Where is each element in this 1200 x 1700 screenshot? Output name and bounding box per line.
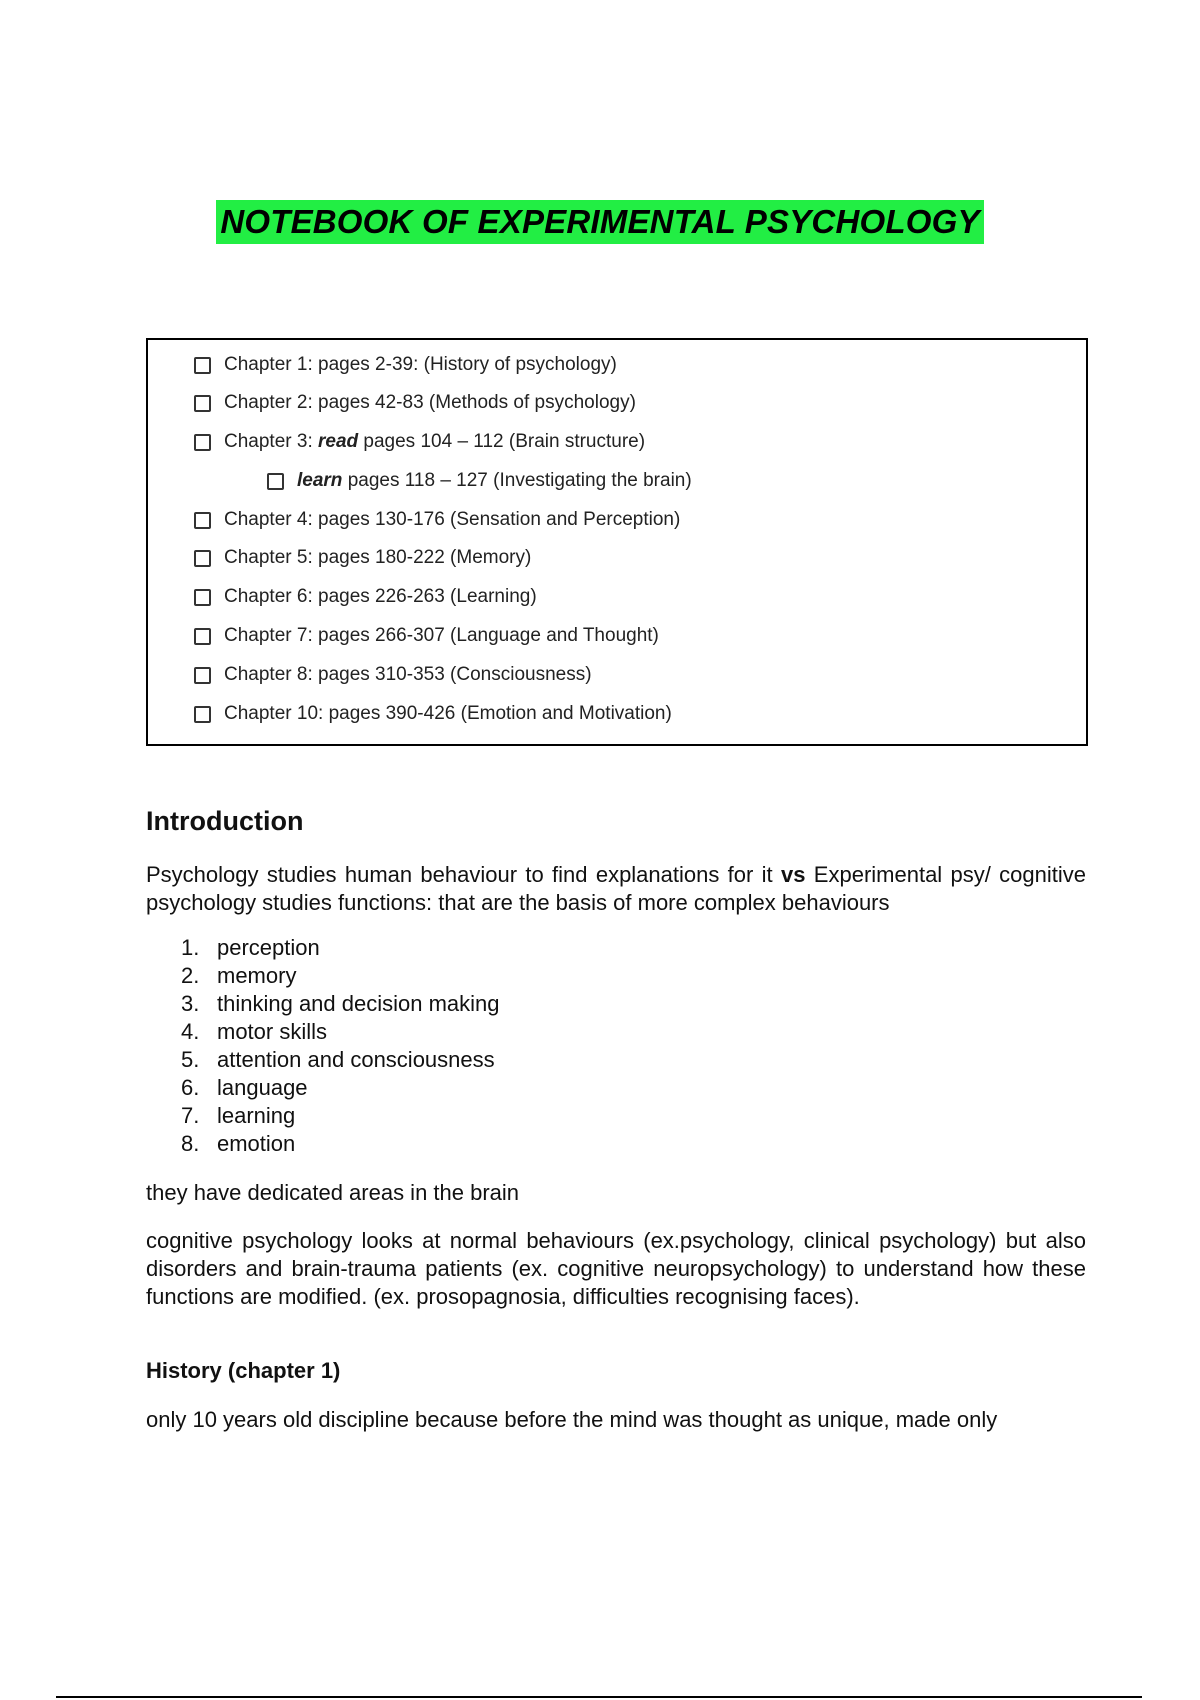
checkbox-icon[interactable] <box>194 395 211 412</box>
list-item: 4. motor skills <box>181 1019 328 1044</box>
introduction-paragraph: Psychology studies human behaviour to find explanations for it vs Experimental psy/ cognitive psychology studies functions: that are the basis of more complex behaviours <box>146 862 1087 915</box>
footer-rule <box>56 1696 1142 1698</box>
list-item: 8. emotion <box>181 1131 296 1156</box>
checklist-item-ch7[interactable] <box>194 621 659 651</box>
checklist-item-ch8[interactable] <box>194 660 592 690</box>
checklist-item-ch6[interactable] <box>194 582 537 612</box>
document-title: NOTEBOOK OF EXPERIMENTAL PSYCHOLOGY <box>216 200 983 244</box>
functions-list <box>146 934 500 1158</box>
checklist-item-label: Chapter 3: read pages 104 – 112 (Brain structure) <box>224 431 646 452</box>
checklist-item-ch2[interactable] <box>194 388 636 418</box>
list-item: 7. learning <box>181 1103 296 1128</box>
history-heading: History (chapter 1) <box>146 1358 341 1383</box>
checklist-item-ch10[interactable] <box>194 699 672 729</box>
list-item: 5. attention and consciousness <box>181 1047 495 1072</box>
checklist-item-label: Chapter 2: pages 42-83 (Methods of psychology) <box>224 392 636 413</box>
checkbox-icon[interactable] <box>194 667 211 684</box>
brain-areas-paragraph: they have dedicated areas in the brain <box>146 1180 520 1205</box>
checkbox-icon[interactable] <box>194 706 211 723</box>
checklist-item-label: Chapter 1: pages 2-39: (History of psychology) <box>224 354 617 375</box>
checklist-item-label: Chapter 6: pages 226-263 (Learning) <box>224 586 537 607</box>
list-item: 6. language <box>181 1075 308 1100</box>
checkbox-icon[interactable] <box>194 512 211 529</box>
checkbox-icon[interactable] <box>194 550 211 567</box>
title-wrap <box>0 200 1200 244</box>
list-item: 1. perception <box>181 935 320 960</box>
list-item: 3. thinking and decision making <box>181 991 500 1016</box>
history-paragraph: only 10 years old discipline because before the mind was thought as unique, made only <box>146 1407 998 1432</box>
checklist-item-label: Chapter 7: pages 266-307 (Language and Thought) <box>224 625 659 646</box>
checklist-item-ch1[interactable] <box>194 350 617 380</box>
checkbox-icon[interactable] <box>194 589 211 606</box>
checkbox-icon[interactable] <box>194 628 211 645</box>
checklist-item-ch4[interactable] <box>194 505 680 535</box>
checklist-subitem-ch3-learn[interactable] <box>267 466 692 496</box>
checkbox-icon[interactable] <box>194 357 211 374</box>
checklist-item-ch5[interactable] <box>194 543 531 573</box>
checklist-item-label: Chapter 4: pages 130-176 (Sensation and Perception) <box>224 509 681 530</box>
list-item: 2. memory <box>181 963 297 988</box>
checkbox-icon[interactable] <box>267 473 284 490</box>
checklist-item-label: Chapter 8: pages 310-353 (Consciousness) <box>224 664 592 685</box>
introduction-heading: Introduction <box>146 806 304 836</box>
checkbox-icon[interactable] <box>194 434 211 451</box>
checklist-item-label: Chapter 10: pages 390-426 (Emotion and Motivation) <box>224 703 672 724</box>
cognitive-psychology-paragraph: cognitive psychology looks at normal behaviours (ex.psychology, clinical psychology) but also disorders and brain-trauma patients (ex. cognitive neuropsychology) to understand how these functions are modified. (ex. prosopagnosia, difficulties recognising faces). <box>146 1228 1086 1309</box>
checklist-item-ch3[interactable] <box>194 427 645 457</box>
checklist-item-label: Chapter 5: pages 180-222 (Memory) <box>224 547 532 568</box>
checklist-item-label: learn pages 118 – 127 (Investigating the brain) <box>297 470 692 491</box>
